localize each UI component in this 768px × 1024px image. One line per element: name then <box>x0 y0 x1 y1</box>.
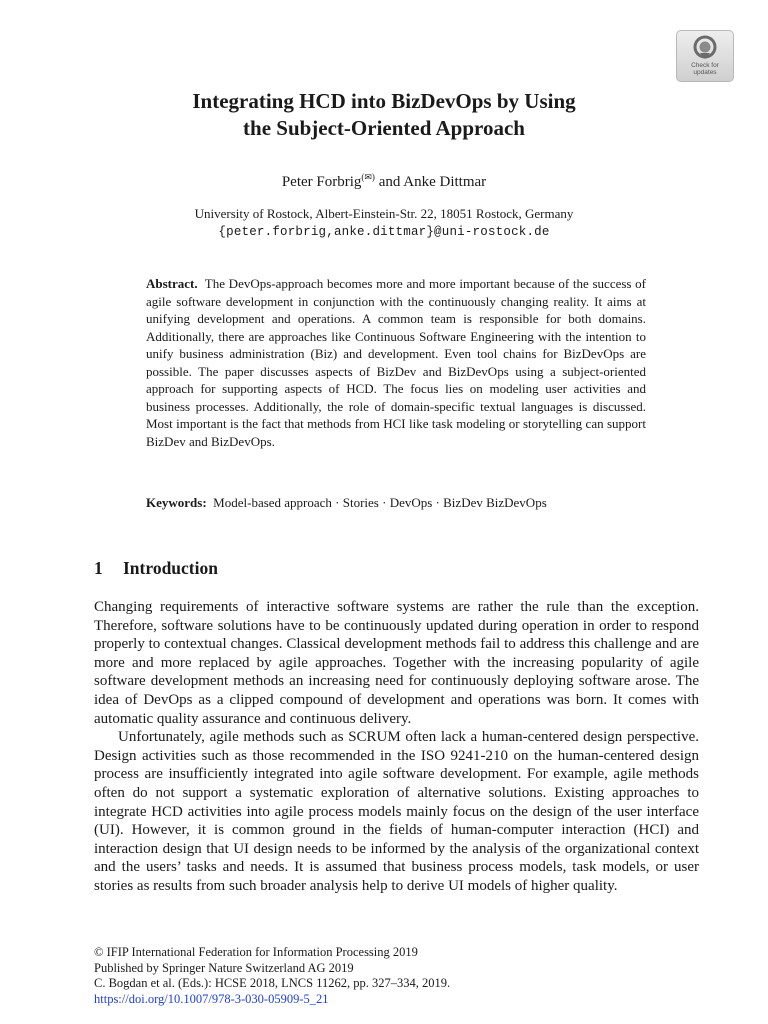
citation-line: C. Bogdan et al. (Eds.): HCSE 2018, LNCS 11262, pp. 327–334, 2019. <box>94 976 451 990</box>
abstract <box>146 275 646 450</box>
paragraph: Unfortunately, agile methods such as SCRUM often lack a human-centered design perspective. Design activities such as those recommended in the ISO 9241-210 on the human-centered design process are insufficiently integrated into agile software development. For example, agile methods often do not support a systematic exploration of alternative solutions. Existing approaches to integrate HCD activities into agile process models mainly focus on the design of the user interface (UI). However, it is common ground in the fields of human-computer interaction (HCI) and interaction design that UI design needs to be informed by the analysis of the organizational context and the users’ tasks and needs. It is assumed that business process models, task models, or user stories as results from such broader analysis help to derive UI models of higher quality. <box>94 729 699 894</box>
author-first: Peter Forbrig <box>281 174 362 190</box>
author-line <box>0 172 768 191</box>
title-line-2: the Subject-Oriented Approach <box>243 116 525 140</box>
badge-label: Check for updates <box>691 62 719 76</box>
copyright-footer <box>94 945 699 1007</box>
paper-title <box>0 88 768 142</box>
keywords <box>146 494 646 512</box>
copyright-line: © IFIP International Federation for Information Processing 2019 <box>94 945 418 959</box>
section-number: 1 <box>94 558 103 578</box>
abstract-label: Abstract. <box>146 276 198 291</box>
paragraph: Changing requirements of interactive software systems are rather the rule than the exception. Therefore, software solutions have to be continuously updated during operation in order to respond properly to contextual changes. Classical development methods fail to address this challenge and are more and more replaced by agile approaches. Together with the increasing popularity of agile software development methods an increasing need for continuously deploying software arose. The idea of DevOps as a clipped compound of development and operations was born. It comes with automatic quality assurance and continuous delivery. <box>94 599 699 727</box>
keywords-text: Model-based approach · Stories · DevOps · BizDev BizDevOps <box>213 495 547 510</box>
affiliation-address: University of Rostock, Albert-Einstein-Str. 22, 18051 Rostock, Germany <box>194 206 574 221</box>
keywords-label: Keywords: <box>146 495 207 510</box>
section-title: Introduction <box>123 558 218 578</box>
doi-link[interactable]: https://doi.org/10.1007/978-3-030-05909-5_21 <box>94 991 329 1006</box>
author-emails[interactable]: {peter.forbrig,anke.dittmar}@uni-rostock.de <box>218 225 550 239</box>
crossmark-icon <box>691 35 719 61</box>
publisher-line: Published by Springer Nature Switzerland AG 2019 <box>94 960 354 975</box>
affiliation <box>0 205 768 241</box>
author-rest: and Anke Dittmar <box>374 174 487 190</box>
abstract-text: The DevOps-approach becomes more and more important because of the success of agile software development in conjunction with the continuously changing reality. It aims at unifying development and operations. A common team is responsible for both domains. Additionally, there are approaches like Continuous Software Engineering with the intention to unify business administration (Biz) and development. Even tool chains for BizDevOps are possible. The paper discusses aspects of BizDev and BizDevOps using a subject-oriented approach for supporting aspects of HCD. The focus lies on modeling user activities and business processes. Additionally, the role of domain-specific textual languages is discussed. Most important is the fact that methods from HCI like task modeling or storytelling can support BizDev and BizDevOps. <box>146 276 647 449</box>
check-for-updates-badge[interactable] <box>676 30 734 82</box>
title-line-1: Integrating HCD into BizDevOps by Using <box>192 89 576 113</box>
introduction-body <box>94 598 699 896</box>
section-heading <box>94 558 218 579</box>
corresponding-author-mark[interactable]: (✉) <box>361 172 375 182</box>
